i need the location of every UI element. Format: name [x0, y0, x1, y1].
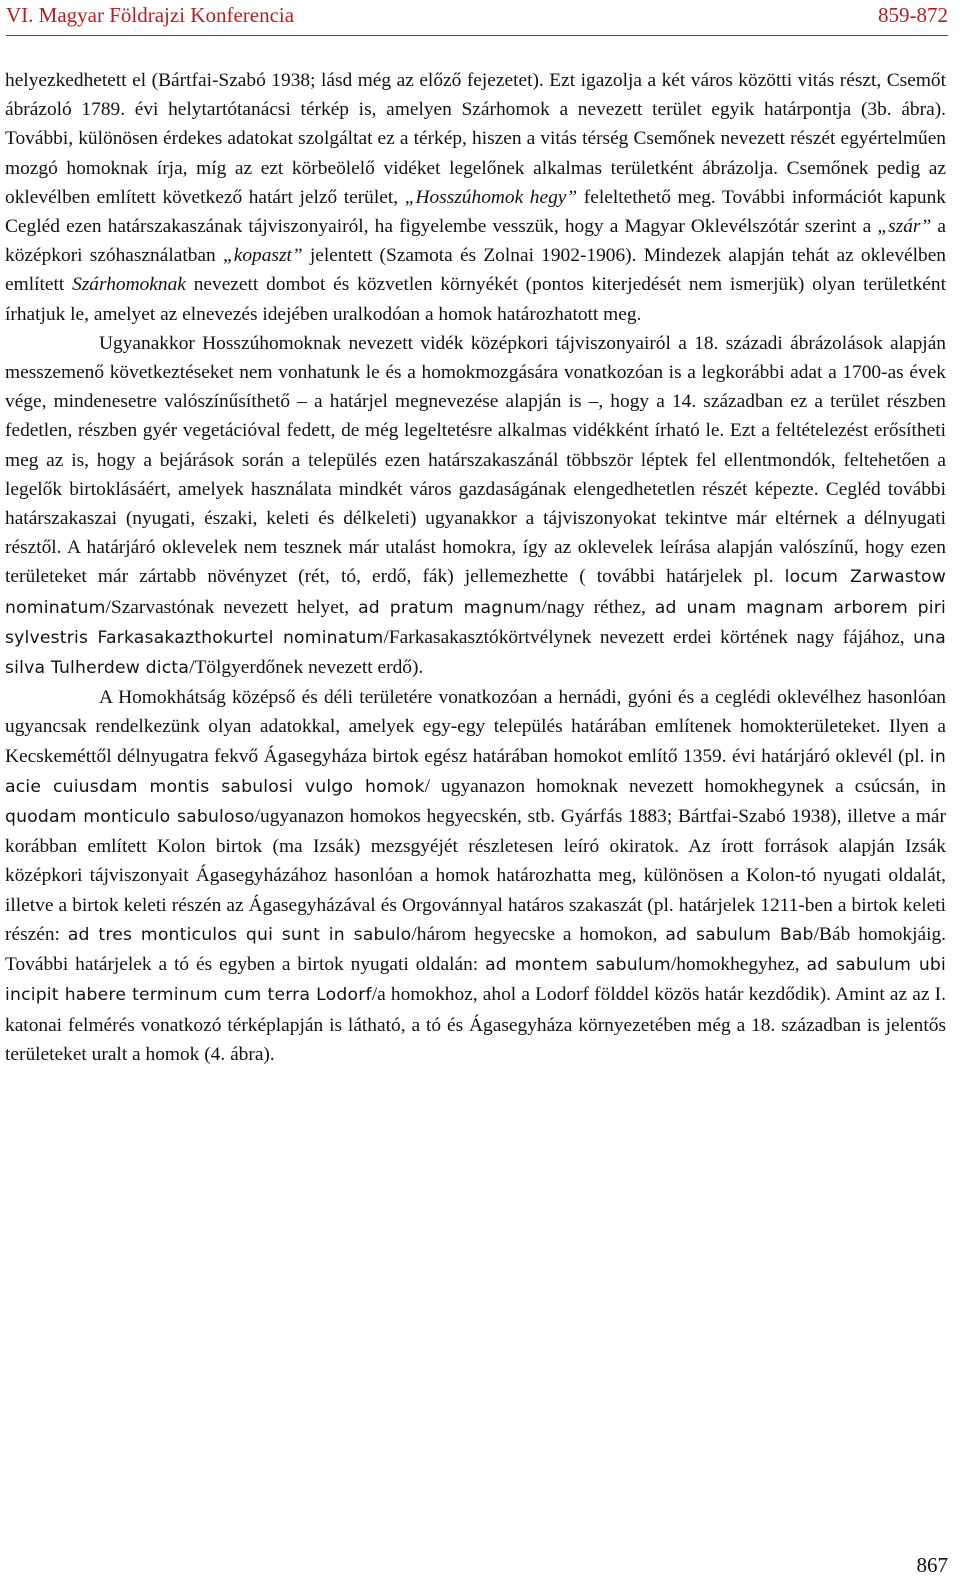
italic-term: Szárhomoknak — [72, 274, 186, 296]
paragraph-2 — [5, 329, 946, 683]
italic-term: „Hosszúhomok hegy” — [404, 186, 578, 208]
text-run: feleltethető meg. További információt kapunk Cegléd ezen határszakaszának tájviszonyairól, ha figyelembe vesszük, hogy a Magyar Oklevélszótár szerint a — [5, 186, 946, 238]
running-header — [6, 0, 948, 30]
latin-quote: ad sabulum Bab — [665, 924, 814, 945]
paragraph-3 — [5, 683, 946, 1069]
text-run: A Homokhátság középső és déli területére vonatkozóan a hernádi, gyóni és a ceglédi oklevélhez hasonlóan ugyancsak rendelkezünk olyan adatokkal, amelyek egy-egy település határában említenek homokterületeket. Ilyen a Kecskeméttől délnyugatra fekvő Ágasegyháza birtok egész határában homokot említő 1359. évi határjáró oklevél (pl. — [5, 687, 946, 767]
text-run: helyezkedhetett el (Bártfai-Szabó 1938; lásd még az előző fejezetet). Ezt igazolja a két város közötti vitás részt, Csemőt ábrázoló 1789. évi helytartótanácsi térkép is, amelyen Szárhomok a nevezett terület egyik határpontja (3b. ábra). További, különösen érdekes adatokat szolgáltat ez a térkép, hiszen a vitás térség Csemőnek nevezett részét egyértelműen mozgó homoknak írja, míg az ezt körbeölelő vidéket legelőnek alkalmas területként ábrázolja. Csemőnek pedig az oklevélben említett következő határt jelző terület, — [5, 70, 946, 208]
italic-term: „kopaszt” — [222, 245, 303, 267]
text-run: /Tölgyerdőnek nevezett erdő). — [189, 657, 424, 679]
text-run: /Szarvastónak nevezett helyet, — [105, 596, 359, 618]
text-run: nevezett dombot és közvetlen környékét (pontos kiterjedését nem ismerjük) olyan területként írhatjuk le, amelyet az elnevezés idejében uralkodóan a homok határozhatott meg. — [5, 274, 946, 325]
text-run: jelentett (Szamota és Zolnai 1902-1906). Mindezek alapján tehát az oklevélben említett — [5, 245, 947, 296]
header-page-range: 859-872 — [878, 2, 948, 27]
text-run: Ugyanakkor Hosszúhomoknak nevezett vidék középkori tájviszonyairól a 18. századi ábrázolások alapján messzemenő következtéseket nem vonhatunk le és a homokmozgására vonatkozóan is a legkorábbi adat a 1700-as évek vége, mindenesetre valószínűsíthető – a határjel megnevezése alapján is –, hogy a 14. században ez a terület részben fedetlen, részben gyér vegetációval fedett, de még legeltetésre alkalmas vidékként írható le. Ezt a feltételezést erősítheti meg az is, hogy a bejárások során a település ezen határszakaszánál többször léptek fel ellentmondók, feltehetően a legelők birtoklásáért, amelyek használata mindkét város gazdaságának elengedhetetlen részét képezte. Cegléd további határszakaszai (nyugati, északi, keleti és délkeleti) ugyanakkor a tájviszonyokat tekintve már eltérnek a délnyugati résztől. A határjáró oklevelek nem tesznek már utalást homokra, így az oklevelek leírása alapján valószínű, hogy ezen területeket már zártabb növényzet (rét, tó, erdő, fák) jellemezhette ( további határjelek pl. — [5, 332, 946, 588]
text-run: a középkori szóhasználatban — [5, 216, 946, 267]
text-run: /a homokhoz, ahol a Lodorf földdel közös határ kezdődik). Amint az az I. katonai felmérés vonatkozó térképlapján is látható, a tó és Ágasegyháza környezetében még a 18. században is jelentős területeket uralt a homok (4. ábra). — [5, 984, 946, 1065]
text-run: /ugyanazon homokos hegyecskén, stb. Gyárfás 1883; Bártfai-Szabó 1938), illetve a már korábban említett Kolon birtok (ma Izsák) mezsgyéjét részletesen leíró okiratok. Az írott források alapján Izsák középkori tájviszonyait Ágasegyházához hasonlóan a homok határozhatta meg, különösen a Kolon-tó nyugati oldalát, illetve a birtok keleti részén az Ágasegyházával és Orgovánnyal határos szakaszát (pl. határjelek 1211-ben a birtok keleti részén: — [5, 806, 946, 945]
text-run: /Farkasakasztókörtvélynek nevezett erdei körtének nagy fájához, — [383, 626, 914, 648]
latin-quote: ad pratum magnum — [358, 597, 542, 618]
paragraph-1 — [5, 66, 946, 329]
header-title: VI. Magyar Földrajzi Konferencia — [6, 2, 295, 27]
page-number: 867 — [916, 1553, 948, 1577]
latin-quote: ad sabulum ubi incipit habere terminum cum terra Lodorf — [5, 955, 947, 1006]
latin-quote: quodam monticulo sabuloso — [5, 807, 255, 828]
text-run: /három hegyecske a homokon, — [411, 923, 666, 945]
text-run: /nagy réthez, — [541, 596, 655, 618]
italic-term: „szár” — [877, 216, 932, 238]
latin-quote: ad unam magnam arborem piri sylvestris Farkasakazthokurtel nominatum — [5, 597, 947, 648]
latin-quote: locum Zarwastow nominatum — [5, 567, 946, 618]
text-run: /homokhegyhez, — [670, 954, 807, 976]
latin-quote: in acie cuiusdam montis sabulosi vulgo homok — [5, 746, 946, 797]
body-text — [5, 66, 946, 1069]
text-run: / ugyanazon homoknak nevezett homokhegynek a csúcsán, in — [424, 775, 946, 797]
latin-quote: ad montem sabulum — [485, 955, 671, 976]
latin-quote: ad tres monticulos qui sunt in sabulo — [67, 924, 412, 945]
latin-quote: una silva Tulherdew dicta — [5, 627, 946, 679]
header-rule — [6, 35, 948, 36]
text-run: /Báb homokjáig. További határjelek a tó és egyben a birtok nyugati oldalán: — [5, 923, 946, 976]
